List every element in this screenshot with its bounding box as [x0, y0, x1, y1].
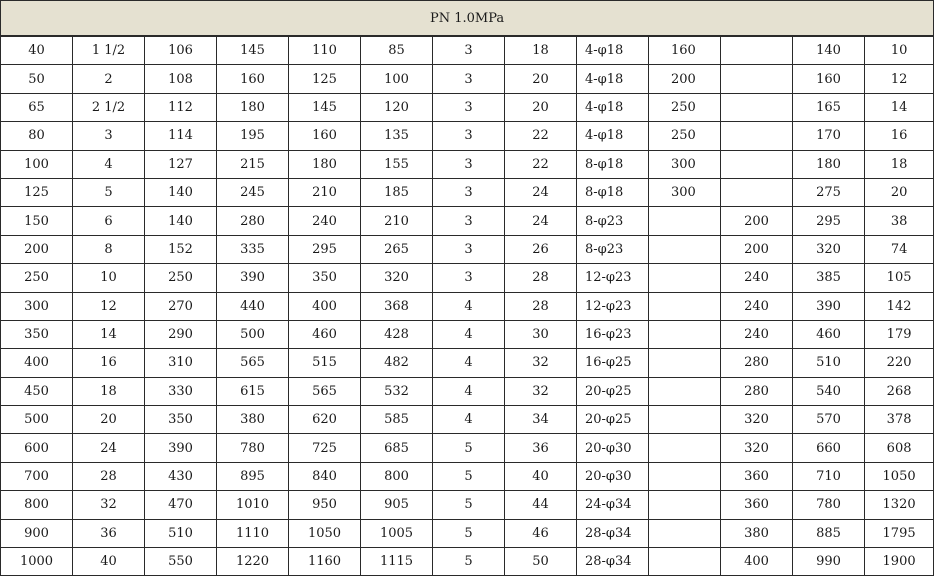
table-cell: 20 [505, 65, 577, 93]
table-cell: 3 [433, 65, 505, 93]
table-cell: 280 [721, 349, 793, 377]
table-cell: 5 [433, 434, 505, 462]
table-cell: 320 [721, 406, 793, 434]
table-cell: 350 [289, 264, 361, 292]
table-cell: 12 [73, 292, 145, 320]
table-cell: 200 [649, 65, 721, 93]
table-cell [721, 150, 793, 178]
table-cell: 440 [217, 292, 289, 320]
table-cell: 380 [217, 406, 289, 434]
table-cell: 390 [145, 434, 217, 462]
table-cell: 515 [289, 349, 361, 377]
table-cell: 152 [145, 235, 217, 263]
table-cell: 112 [145, 93, 217, 121]
table-cell: 12 [865, 65, 934, 93]
table-row [1, 235, 934, 263]
table-cell: 34 [505, 406, 577, 434]
table-cell: 4 [433, 292, 505, 320]
table-cell: 608 [865, 434, 934, 462]
table-cell: 470 [145, 491, 217, 519]
table-cell: 12-φ23 [577, 292, 649, 320]
table-row [1, 207, 934, 235]
table-cell: 990 [793, 548, 865, 576]
table-row [1, 178, 934, 206]
table-cell: 280 [217, 207, 289, 235]
table-cell: 685 [361, 434, 433, 462]
table-cell: 280 [721, 377, 793, 405]
table-cell: 40 [505, 462, 577, 490]
table-cell: 500 [217, 320, 289, 348]
table-cell: 24 [505, 207, 577, 235]
table-cell [721, 36, 793, 65]
table-cell: 28-φ34 [577, 519, 649, 547]
table-cell: 800 [1, 491, 73, 519]
table-cell: 270 [145, 292, 217, 320]
table-cell: 1110 [217, 519, 289, 547]
table-cell: 140 [145, 207, 217, 235]
table-cell: 320 [721, 434, 793, 462]
table-cell: 900 [1, 519, 73, 547]
table-cell: 1050 [865, 462, 934, 490]
table-cell: 295 [793, 207, 865, 235]
table-cell: 145 [289, 93, 361, 121]
table-cell: 12-φ23 [577, 264, 649, 292]
table-cell: 38 [865, 207, 934, 235]
table-cell: 145 [217, 36, 289, 65]
table-title-row [1, 1, 934, 37]
table-row [1, 548, 934, 576]
table-cell: 24 [505, 178, 577, 206]
table-cell: 268 [865, 377, 934, 405]
table-cell: 127 [145, 150, 217, 178]
table-cell: 30 [505, 320, 577, 348]
table-cell: 100 [361, 65, 433, 93]
table-cell: 170 [793, 122, 865, 150]
table-row [1, 264, 934, 292]
table-cell: 114 [145, 122, 217, 150]
table-cell: 510 [145, 519, 217, 547]
table-cell [649, 406, 721, 434]
table-cell: 65 [1, 93, 73, 121]
table-cell: 250 [649, 93, 721, 121]
table-cell: 1010 [217, 491, 289, 519]
table-cell: 4 [433, 349, 505, 377]
table-cell: 5 [433, 462, 505, 490]
table-cell: 125 [1, 178, 73, 206]
table-cell: 36 [505, 434, 577, 462]
table-cell: 245 [217, 178, 289, 206]
table-row [1, 406, 934, 434]
table-cell: 380 [721, 519, 793, 547]
table-cell: 215 [217, 150, 289, 178]
table-cell: 220 [865, 349, 934, 377]
table-row [1, 491, 934, 519]
table-cell: 100 [1, 150, 73, 178]
table-cell: 3 [433, 36, 505, 65]
table-cell: 725 [289, 434, 361, 462]
table-cell: 3 [433, 122, 505, 150]
table-cell: 800 [361, 462, 433, 490]
table-row [1, 150, 934, 178]
table-cell: 1050 [289, 519, 361, 547]
table-cell: 460 [793, 320, 865, 348]
table-cell: 28 [505, 292, 577, 320]
table-cell: 368 [361, 292, 433, 320]
table-cell: 1000 [1, 548, 73, 576]
table-cell: 4-φ18 [577, 122, 649, 150]
table-cell: 85 [361, 36, 433, 65]
table-cell: 14 [73, 320, 145, 348]
table-cell: 585 [361, 406, 433, 434]
table-cell: 142 [865, 292, 934, 320]
table-cell: 135 [361, 122, 433, 150]
table-cell: 20-φ25 [577, 377, 649, 405]
table-cell: 700 [1, 462, 73, 490]
table-cell: 378 [865, 406, 934, 434]
table-cell: 140 [145, 178, 217, 206]
table-cell: 50 [505, 548, 577, 576]
table-cell: 180 [289, 150, 361, 178]
table-cell: 180 [793, 150, 865, 178]
table-cell: 660 [793, 434, 865, 462]
table-cell: 210 [289, 178, 361, 206]
table-cell: 1320 [865, 491, 934, 519]
table-cell: 885 [793, 519, 865, 547]
table-cell: 8-φ18 [577, 150, 649, 178]
table-cell: 24 [73, 434, 145, 462]
table-cell: 200 [721, 207, 793, 235]
table-cell: 300 [1, 292, 73, 320]
table-cell: 330 [145, 377, 217, 405]
table-cell: 200 [721, 235, 793, 263]
table-cell [649, 462, 721, 490]
table-cell: 5 [433, 491, 505, 519]
table-cell: 20 [505, 93, 577, 121]
table-cell: 210 [361, 207, 433, 235]
table-cell [721, 93, 793, 121]
table-cell: 18 [73, 377, 145, 405]
table-cell: 4 [433, 377, 505, 405]
table-cell: 240 [289, 207, 361, 235]
table-cell: 840 [289, 462, 361, 490]
table-cell [721, 122, 793, 150]
table-cell: 240 [721, 264, 793, 292]
table-cell: 615 [217, 377, 289, 405]
table-cell: 350 [145, 406, 217, 434]
table-cell: 20-φ25 [577, 406, 649, 434]
table-cell: 125 [289, 65, 361, 93]
table-cell: 195 [217, 122, 289, 150]
table-cell: 36 [73, 519, 145, 547]
table-cell: 430 [145, 462, 217, 490]
table-cell: 8-φ18 [577, 178, 649, 206]
table-cell: 290 [145, 320, 217, 348]
table-cell: 24-φ34 [577, 491, 649, 519]
table-cell: 710 [793, 462, 865, 490]
table-cell: 335 [217, 235, 289, 263]
table-cell: 905 [361, 491, 433, 519]
table-cell: 570 [793, 406, 865, 434]
table-cell: 390 [217, 264, 289, 292]
table-cell: 482 [361, 349, 433, 377]
table-cell: 6 [73, 207, 145, 235]
table-cell: 550 [145, 548, 217, 576]
table-cell: 1 1/2 [73, 36, 145, 65]
table-cell: 565 [217, 349, 289, 377]
table-cell: 8-φ23 [577, 207, 649, 235]
table-cell: 3 [433, 207, 505, 235]
table-cell: 16 [865, 122, 934, 150]
table-cell: 2 [73, 65, 145, 93]
table-cell [649, 320, 721, 348]
table-cell: 8-φ23 [577, 235, 649, 263]
table-cell: 160 [649, 36, 721, 65]
table-cell: 780 [217, 434, 289, 462]
table-cell: 4 [433, 406, 505, 434]
table-cell: 160 [793, 65, 865, 93]
table-cell: 3 [433, 178, 505, 206]
table-cell: 400 [721, 548, 793, 576]
table-cell: 4 [73, 150, 145, 178]
table-cell [649, 377, 721, 405]
table-cell: 4 [433, 320, 505, 348]
table-row [1, 65, 934, 93]
table-row [1, 292, 934, 320]
pressure-rating-title: PN 1.0MPa [1, 1, 934, 37]
table-cell: 950 [289, 491, 361, 519]
table-cell: 240 [721, 320, 793, 348]
table-cell: 26 [505, 235, 577, 263]
table-row [1, 519, 934, 547]
table-cell [649, 292, 721, 320]
table-cell: 450 [1, 377, 73, 405]
table-cell: 5 [73, 178, 145, 206]
table-cell: 22 [505, 150, 577, 178]
table-cell [721, 178, 793, 206]
table-cell: 3 [433, 235, 505, 263]
table-cell: 540 [793, 377, 865, 405]
table-cell: 108 [145, 65, 217, 93]
table-cell: 46 [505, 519, 577, 547]
table-cell: 300 [649, 150, 721, 178]
table-cell: 1005 [361, 519, 433, 547]
table-cell: 295 [289, 235, 361, 263]
table-cell: 40 [73, 548, 145, 576]
table-cell: 240 [721, 292, 793, 320]
table-cell [649, 264, 721, 292]
table-cell: 620 [289, 406, 361, 434]
table-cell: 50 [1, 65, 73, 93]
table-cell: 385 [793, 264, 865, 292]
table-row [1, 377, 934, 405]
table-cell: 80 [1, 122, 73, 150]
table-cell: 320 [793, 235, 865, 263]
table-cell: 20 [865, 178, 934, 206]
table-cell [649, 548, 721, 576]
table-cell: 10 [865, 36, 934, 65]
table-row [1, 122, 934, 150]
table-body [1, 36, 934, 576]
table-row [1, 462, 934, 490]
table-cell: 360 [721, 462, 793, 490]
table-cell: 8 [73, 235, 145, 263]
table-cell: 185 [361, 178, 433, 206]
table-cell: 22 [505, 122, 577, 150]
table-row [1, 349, 934, 377]
table-cell: 265 [361, 235, 433, 263]
table-cell [649, 434, 721, 462]
table-cell: 16 [73, 349, 145, 377]
table-cell: 28 [73, 462, 145, 490]
table-cell: 106 [145, 36, 217, 65]
table-cell: 400 [289, 292, 361, 320]
table-cell: 20-φ30 [577, 462, 649, 490]
table-cell: 14 [865, 93, 934, 121]
table-cell: 1900 [865, 548, 934, 576]
table-cell: 250 [145, 264, 217, 292]
table-cell: 32 [505, 377, 577, 405]
table-row [1, 36, 934, 65]
table-cell: 1160 [289, 548, 361, 576]
table-cell: 160 [289, 122, 361, 150]
table-cell [649, 519, 721, 547]
table-cell: 3 [433, 93, 505, 121]
table-cell: 40 [1, 36, 73, 65]
table-cell: 4-φ18 [577, 93, 649, 121]
table-cell: 532 [361, 377, 433, 405]
table-cell: 1220 [217, 548, 289, 576]
table-cell: 18 [505, 36, 577, 65]
table-cell: 428 [361, 320, 433, 348]
table-cell: 44 [505, 491, 577, 519]
table-cell: 4-φ18 [577, 65, 649, 93]
table-cell: 1115 [361, 548, 433, 576]
table-cell: 105 [865, 264, 934, 292]
table-cell [649, 349, 721, 377]
table-cell: 320 [361, 264, 433, 292]
table-cell: 140 [793, 36, 865, 65]
table-cell: 1795 [865, 519, 934, 547]
table-cell: 74 [865, 235, 934, 263]
table-cell: 160 [217, 65, 289, 93]
table-cell: 155 [361, 150, 433, 178]
table-cell: 3 [433, 150, 505, 178]
table-cell: 32 [505, 349, 577, 377]
table-cell: 18 [865, 150, 934, 178]
table-cell: 360 [721, 491, 793, 519]
table-cell: 3 [73, 122, 145, 150]
table-cell: 32 [73, 491, 145, 519]
table-row [1, 93, 934, 121]
table-cell: 310 [145, 349, 217, 377]
table-cell: 460 [289, 320, 361, 348]
table-cell: 16-φ25 [577, 349, 649, 377]
table-cell: 16-φ23 [577, 320, 649, 348]
table-cell: 565 [289, 377, 361, 405]
table-cell [721, 65, 793, 93]
table-cell [649, 235, 721, 263]
table-cell: 110 [289, 36, 361, 65]
table-cell: 10 [73, 264, 145, 292]
table-cell: 780 [793, 491, 865, 519]
table-cell: 200 [1, 235, 73, 263]
table-cell: 28-φ34 [577, 548, 649, 576]
table-cell: 300 [649, 178, 721, 206]
table-cell: 350 [1, 320, 73, 348]
table-cell: 179 [865, 320, 934, 348]
table-cell [649, 207, 721, 235]
table-cell: 600 [1, 434, 73, 462]
table-cell: 275 [793, 178, 865, 206]
table-cell: 3 [433, 264, 505, 292]
table-cell: 4-φ18 [577, 36, 649, 65]
table-row [1, 434, 934, 462]
table-cell: 895 [217, 462, 289, 490]
table-cell: 500 [1, 406, 73, 434]
table-cell: 2 1/2 [73, 93, 145, 121]
table-cell: 120 [361, 93, 433, 121]
table-cell: 510 [793, 349, 865, 377]
table-cell: 250 [649, 122, 721, 150]
table-cell [649, 491, 721, 519]
table-cell: 20 [73, 406, 145, 434]
table-cell: 165 [793, 93, 865, 121]
table-row [1, 320, 934, 348]
table-cell: 180 [217, 93, 289, 121]
table-cell: 400 [1, 349, 73, 377]
table-cell: 250 [1, 264, 73, 292]
table-cell: 20-φ30 [577, 434, 649, 462]
table-cell: 5 [433, 548, 505, 576]
table-cell: 390 [793, 292, 865, 320]
table-cell: 150 [1, 207, 73, 235]
table-cell: 5 [433, 519, 505, 547]
table-cell: 28 [505, 264, 577, 292]
